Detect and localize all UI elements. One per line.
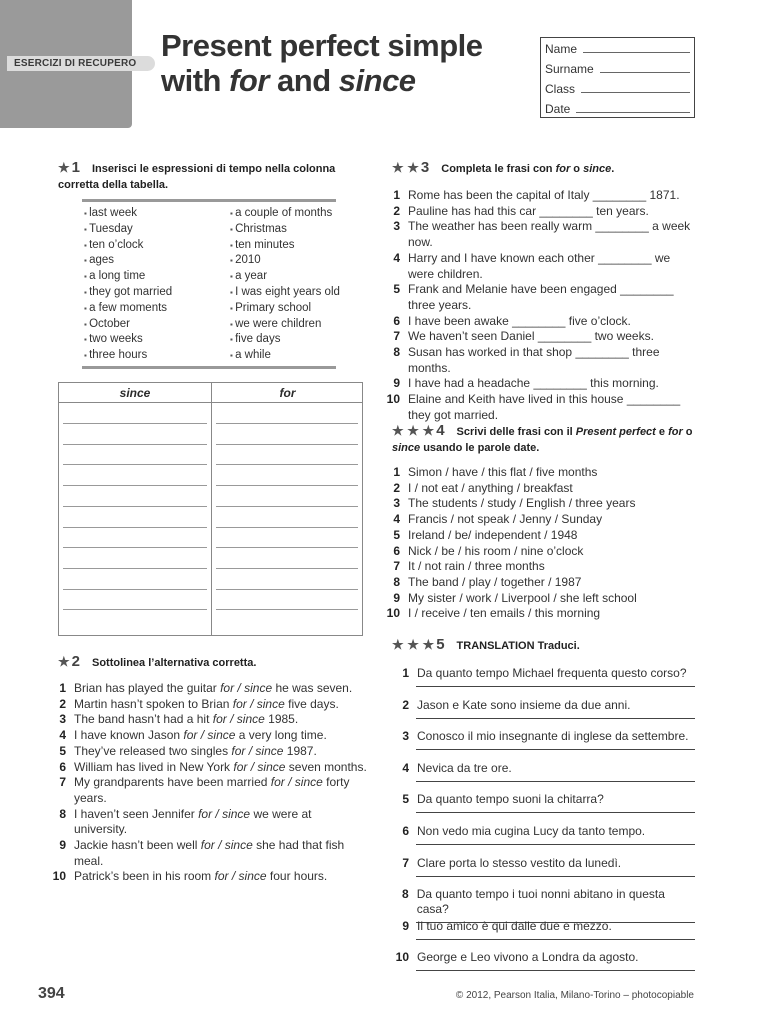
item-text: The weather has been really warm ________ a week now. — [408, 219, 691, 250]
item-number: 4 — [393, 250, 400, 265]
item-number: 10 — [386, 606, 400, 621]
item-text: We haven’t seen Daniel ________ two weeks. — [408, 329, 654, 344]
item-text: My grandparents have been married for / since forty years. — [74, 775, 350, 805]
item-number: 3 — [402, 729, 409, 744]
writing-line-for[interactable] — [216, 609, 358, 610]
writing-line-since[interactable] — [63, 589, 207, 590]
exercise-5-list — [395, 666, 695, 982]
exercise-1-heading: ★ 1 Inserisci le espressioni di tempo nella colonna corretta della tabella. — [58, 159, 336, 191]
item-number: 10 — [52, 869, 66, 884]
item-number: 8 — [59, 806, 66, 821]
word-bank-item: ▪ Tuesday — [84, 222, 172, 238]
page-number: 394 — [38, 985, 65, 1002]
copyright-note: © 2012, Pearson Italia, Milano-Torino – photocopiable — [455, 990, 694, 1001]
surname-field[interactable]: Surname — [545, 59, 690, 79]
writing-line-for[interactable] — [216, 547, 358, 548]
word-bank-item: ▪ 2010 — [230, 253, 340, 269]
word-bank-item: ▪ ten o’clock — [84, 238, 172, 254]
exercise-4-item — [386, 465, 698, 481]
word-bank-item: ▪ I was eight years old — [230, 285, 340, 301]
item-text: Harry and I have known each other ________ we were children. — [408, 250, 671, 281]
for-since-choice[interactable]: for / since — [212, 712, 265, 727]
item-text: They’ve released two singles for / since 1987. — [74, 743, 317, 758]
writing-line-for[interactable] — [216, 568, 358, 569]
exercise-4-item — [386, 481, 698, 497]
word-bank-item: ▪ last week — [84, 206, 172, 222]
exercise-2-item — [52, 712, 367, 728]
item-text: The band hasn’t had a hit for / since 1985. — [74, 712, 299, 727]
exercise-3-item — [386, 219, 698, 250]
item-text: Non vedo mia cugina Lucy da tanto tempo. — [417, 823, 646, 838]
word-bank-item: ▪ they got married — [84, 285, 172, 301]
exercise-2-item — [52, 744, 367, 760]
item-number: 2 — [393, 203, 400, 218]
writing-line-for[interactable] — [216, 506, 358, 507]
for-since-choice[interactable]: for / since — [200, 838, 253, 853]
item-number: 4 — [393, 512, 400, 527]
exercise-3-item — [386, 251, 698, 282]
word-bank-item: ▪ three hours — [84, 348, 172, 364]
item-text: It / not rain / three months — [408, 559, 545, 574]
item-number: 7 — [59, 775, 66, 790]
item-number: 8 — [393, 574, 400, 589]
item-number: 3 — [59, 712, 66, 727]
exercise-4-item — [386, 496, 698, 512]
item-text: I have had a headache ________ this morning. — [408, 376, 659, 391]
item-text: Rome has been the capital of Italy ________ 1871. — [408, 188, 680, 202]
exercise-4-item — [386, 591, 698, 607]
exercise-4-item — [386, 512, 698, 528]
answer-line[interactable] — [416, 970, 695, 971]
column-header-for: for — [212, 383, 363, 403]
answer-line[interactable] — [416, 844, 695, 845]
exercise-3-heading: ★ ★ 3 Completa le frasi con for o since. — [392, 159, 615, 176]
answer-line[interactable] — [416, 749, 695, 750]
item-number: 9 — [59, 838, 66, 853]
item-number: 1 — [393, 465, 400, 479]
answer-line[interactable] — [416, 812, 695, 813]
word-bank-item: ▪ a while — [230, 348, 340, 364]
item-number: 9 — [402, 918, 409, 933]
answer-line[interactable] — [416, 718, 695, 719]
for-since-choice[interactable]: for / since — [231, 743, 284, 758]
item-number: 8 — [402, 887, 409, 902]
item-number: 8 — [393, 345, 400, 360]
item-number: 7 — [402, 855, 409, 870]
item-number: 3 — [393, 496, 400, 511]
word-bank-item: ▪ we were children — [230, 317, 340, 333]
exercise-5-item — [395, 856, 695, 871]
writing-line-for[interactable] — [216, 527, 358, 528]
exercise-5-item — [395, 887, 695, 917]
exercise-4-item — [386, 606, 698, 622]
item-number: 7 — [393, 559, 400, 574]
word-bank-item: ▪ a year — [230, 269, 340, 285]
exercise-4-item — [386, 544, 698, 560]
item-text: Elaine and Keith have lived in this house ________ they got married. — [408, 392, 681, 422]
exercise-3-item — [386, 345, 698, 376]
exercise-2-item — [52, 697, 367, 713]
answer-line[interactable] — [416, 781, 695, 782]
for-since-choice[interactable]: for / since — [198, 806, 251, 821]
item-number: 1 — [59, 681, 66, 695]
item-text: Ireland / be/ independent / 1948 — [408, 527, 578, 542]
item-text: I haven’t seen Jennifer for / since we were at university. — [74, 806, 312, 837]
item-number: 3 — [393, 219, 400, 234]
answer-line[interactable] — [416, 686, 695, 687]
word-bank-item: ▪ Primary school — [230, 301, 340, 317]
item-text: Nevica da tre ore. — [417, 760, 512, 775]
exercise-2-item — [52, 681, 367, 697]
item-text: Jackie hasn’t been well for / since she had that fish meal. — [74, 838, 345, 868]
word-bank-item: ▪ five days — [230, 332, 340, 348]
exercise-5-item — [395, 666, 695, 681]
item-number: 1 — [402, 666, 409, 680]
item-text: Da quanto tempo suoni la chitarra? — [417, 792, 604, 807]
exercise-3-item — [386, 376, 698, 392]
exercise-5-heading: ★ ★ ★ 5 TRANSLATION Traduci. — [392, 636, 580, 653]
word-bank-item: ▪ ten minutes — [230, 238, 340, 254]
student-info-box — [540, 37, 695, 118]
item-text: The students / study / English / three years — [408, 496, 636, 511]
item-number: 4 — [402, 760, 409, 775]
writing-line-for[interactable] — [216, 589, 358, 590]
item-number: 10 — [395, 950, 409, 965]
word-bank-item: ▪ two weeks — [84, 332, 172, 348]
for-since-choice[interactable]: for / since — [214, 869, 267, 884]
item-text: Jason e Kate sono insieme da due anni. — [417, 697, 631, 712]
word-bank-right — [230, 206, 340, 364]
exercise-2-heading: ★ 2 Sottolinea l’alternativa corretta. — [58, 653, 257, 670]
for-since-choice[interactable]: for / since — [233, 759, 286, 774]
answer-line[interactable] — [416, 939, 695, 940]
writing-line-since[interactable] — [63, 609, 207, 610]
item-number: 6 — [402, 823, 409, 838]
exercise-3-list — [386, 188, 698, 424]
item-text: Il tuo amico è qui dalle due e mezzo. — [417, 918, 612, 933]
exercise-2-item — [52, 760, 367, 776]
exercise-4-item — [386, 528, 698, 544]
item-number: 9 — [393, 590, 400, 605]
name-field[interactable]: Name — [545, 39, 690, 59]
exercise-5-item — [395, 824, 695, 839]
exercise-4-heading: ★ ★ ★ 4 Scrivi delle frasi con il Present perfect e for o since usando le parole date. — [392, 422, 693, 454]
exercise-4-item — [386, 575, 698, 591]
item-number: 5 — [402, 792, 409, 807]
exercise-5-item — [395, 729, 695, 744]
exercise-5-item — [395, 950, 695, 965]
item-text: My sister / work / Liverpool / she left school — [408, 590, 637, 605]
item-text: The band / play / together / 1987 — [408, 574, 582, 589]
writing-line-since[interactable] — [63, 423, 207, 424]
for-since-choice[interactable]: for / since — [270, 775, 323, 790]
exercise-2-item — [52, 869, 367, 885]
writing-line-for[interactable] — [216, 464, 358, 465]
writing-line-for[interactable] — [216, 444, 358, 445]
exercise-2-list — [52, 681, 367, 885]
writing-line-since[interactable] — [63, 506, 207, 507]
item-text: Brian has played the guitar for / since he was seven. — [74, 681, 353, 695]
item-text: I have been awake ________ five o’clock. — [408, 313, 631, 328]
for-since-choice[interactable]: for / since — [220, 681, 273, 695]
item-text: Da quanto tempo Michael frequenta questo corso? — [417, 666, 687, 680]
item-text: Francis / not speak / Jenny / Sunday — [408, 512, 603, 527]
item-number: 5 — [393, 527, 400, 542]
word-bank-item: ▪ a long time — [84, 269, 172, 285]
item-text: William has lived in New York for / since seven months. — [74, 759, 367, 774]
exercise-3-item — [386, 188, 698, 204]
exercise-5-item — [395, 792, 695, 807]
writing-line-since[interactable] — [63, 464, 207, 465]
word-bank — [82, 199, 340, 369]
item-number: 2 — [393, 480, 400, 495]
item-text: Simon / have / this flat / five months — [408, 465, 598, 479]
exercise-3-item — [386, 282, 698, 313]
writing-line-since[interactable] — [63, 547, 207, 548]
item-number: 1 — [393, 188, 400, 202]
exercise-2-item — [52, 807, 367, 838]
word-bank-item: ▪ ages — [84, 253, 172, 269]
exercise-4-list — [386, 465, 698, 622]
writing-line-for[interactable] — [216, 485, 358, 486]
item-number: 6 — [393, 543, 400, 558]
item-text: Conosco il mio insegnante di inglese da settembre. — [417, 729, 689, 744]
page-title: Present perfect simple with for and since — [161, 28, 483, 98]
item-text: George e Leo vivono a Londra da agosto. — [417, 950, 639, 965]
item-text: Patrick’s been in his room for / since four hours. — [74, 869, 328, 884]
exercise-3-item — [386, 314, 698, 330]
exercise-5-item — [395, 761, 695, 776]
item-number: 2 — [59, 696, 66, 711]
exercise-2-item — [52, 728, 367, 744]
word-bank-item: ▪ Christmas — [230, 222, 340, 238]
exercise-5-item — [395, 698, 695, 713]
item-text: I have known Jason for / since a very long time. — [74, 728, 327, 743]
item-number: 2 — [402, 697, 409, 712]
column-header-since: since — [59, 383, 211, 403]
item-number: 9 — [393, 376, 400, 391]
exercise-3-item — [386, 329, 698, 345]
exercise-5-item — [395, 919, 695, 934]
item-text: Nick / be / his room / nine o’clock — [408, 543, 584, 558]
since-for-table — [58, 382, 363, 636]
writing-line-since[interactable] — [63, 444, 207, 445]
writing-line-for[interactable] — [216, 423, 358, 424]
date-field[interactable]: Date — [545, 99, 690, 119]
word-bank-item: ▪ a few moments — [84, 301, 172, 317]
item-text: I / receive / ten emails / this morning — [408, 606, 601, 621]
item-text: Pauline has had this car ________ ten years. — [408, 203, 649, 218]
exercise-4-item — [386, 559, 698, 575]
writing-line-since[interactable] — [63, 527, 207, 528]
word-bank-item: ▪ a couple of months — [230, 206, 340, 222]
item-text: I / not eat / anything / breakfast — [408, 480, 573, 495]
item-text: Frank and Melanie have been engaged ________ three years. — [408, 282, 674, 312]
item-number: 5 — [393, 282, 400, 297]
writing-line-since[interactable] — [63, 485, 207, 486]
item-number: 5 — [59, 743, 66, 758]
item-text: Da quanto tempo i tuoi nonni abitano in questa casa? — [416, 887, 665, 917]
item-text: Martin hasn’t spoken to Brian for / since five days. — [74, 696, 339, 711]
item-text: Susan has worked in that shop ________ three months. — [408, 345, 660, 375]
writing-line-since[interactable] — [63, 568, 207, 569]
item-number: 6 — [59, 759, 66, 774]
for-since-choice[interactable]: for / since — [232, 696, 285, 711]
item-number: 10 — [386, 392, 400, 407]
exercise-3-item — [386, 204, 698, 220]
item-number: 7 — [393, 329, 400, 344]
answer-line[interactable] — [416, 876, 695, 877]
class-field[interactable]: Class — [545, 79, 690, 99]
for-since-choice[interactable]: for / since — [183, 728, 236, 743]
exercise-2-item — [52, 775, 367, 806]
exercise-3-item — [386, 392, 698, 423]
item-number: 4 — [59, 728, 66, 743]
item-text: Clare porta lo stesso vestito da lunedì. — [417, 855, 622, 870]
exercise-2-item — [52, 838, 367, 869]
word-bank-item: ▪ October — [84, 317, 172, 333]
section-label: ESERCIZI DI RECUPERO — [7, 56, 155, 71]
word-bank-left — [84, 206, 172, 364]
item-number: 6 — [393, 313, 400, 328]
